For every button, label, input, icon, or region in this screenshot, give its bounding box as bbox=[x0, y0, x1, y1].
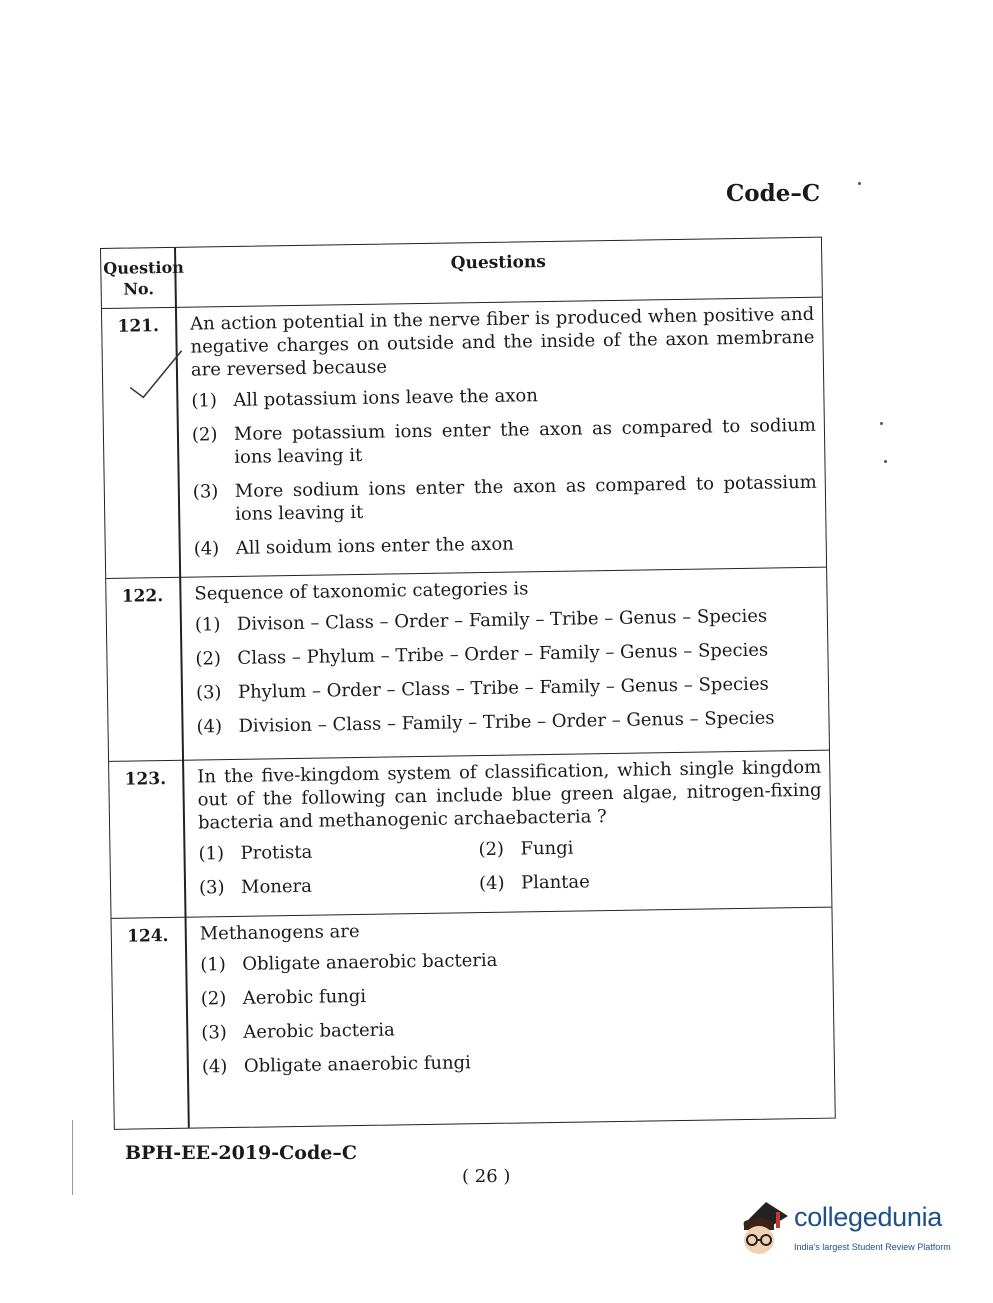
option-text: Class – Phylum – Tribe – Order – Family – Genus – Species bbox=[237, 639, 769, 669]
header-question-no: Question No. bbox=[103, 257, 184, 299]
question-number: 122. bbox=[121, 586, 164, 607]
option bbox=[196, 672, 820, 705]
question-number: 121. bbox=[117, 316, 160, 337]
option bbox=[479, 867, 823, 895]
option bbox=[193, 471, 818, 527]
question-number: 124. bbox=[126, 926, 169, 947]
option-number: (1) bbox=[194, 614, 221, 636]
option-text: Phylum – Order – Class – Tribe – Family – Genus – Species bbox=[237, 673, 769, 703]
scan-speck bbox=[880, 422, 883, 425]
scan-speck bbox=[858, 182, 861, 185]
page-number: ( 26 ) bbox=[462, 1166, 511, 1187]
option-number: (2) bbox=[200, 988, 227, 1010]
option-number: (1) bbox=[198, 843, 225, 865]
option-number: (3) bbox=[192, 481, 219, 503]
option bbox=[201, 978, 825, 1011]
option-number: (4) bbox=[478, 872, 505, 895]
scan-edge-line bbox=[72, 1120, 73, 1195]
option-number: (4) bbox=[193, 538, 220, 560]
question-row-124 bbox=[112, 907, 835, 1127]
option-text: More sodium ions enter the axon as compared to potassium ions leaving it bbox=[234, 471, 817, 525]
question-number: 123. bbox=[124, 769, 167, 790]
option-text: Plantae bbox=[520, 871, 590, 894]
option-text: Divison – Class – Order – Family – Tribe – Genus – Species bbox=[236, 605, 768, 635]
option-text: Protista bbox=[240, 841, 313, 864]
question-row-121 bbox=[102, 297, 826, 579]
option bbox=[195, 604, 819, 637]
question-row-123 bbox=[109, 750, 831, 919]
option-number: (2) bbox=[478, 838, 505, 861]
option-text: Obligate anaerobic bacteria bbox=[242, 949, 498, 975]
option bbox=[195, 638, 819, 671]
option bbox=[478, 833, 822, 861]
option-number: (1) bbox=[200, 954, 226, 976]
option-text: Division – Class – Family – Tribe – Order – Genus – Species bbox=[238, 707, 775, 737]
option-text: All soidum ions enter the axon bbox=[235, 533, 514, 559]
option-number: (4) bbox=[201, 1056, 228, 1078]
option-number: (1) bbox=[191, 390, 218, 412]
option-text: Aerobic bacteria bbox=[243, 1019, 395, 1043]
option bbox=[192, 414, 817, 470]
brand-tagline: India's largest Student Review Platform bbox=[794, 1242, 951, 1252]
question-stem: Methanogens are bbox=[199, 921, 360, 945]
option bbox=[200, 944, 824, 977]
question-row-122 bbox=[106, 567, 829, 762]
tick-mark-icon bbox=[127, 347, 188, 410]
option bbox=[199, 872, 479, 899]
option-text: Aerobic fungi bbox=[242, 985, 367, 1009]
option bbox=[198, 838, 478, 865]
option-text: All potassium ions leave the axon bbox=[233, 385, 539, 411]
mascot-icon bbox=[736, 1196, 792, 1258]
option bbox=[201, 1012, 825, 1045]
question-stem: Sequence of taxonomic categories is bbox=[194, 578, 529, 605]
brand-logo bbox=[736, 1196, 966, 1258]
option bbox=[202, 1046, 826, 1079]
question-stem: In the five-kingdom system of classification, which single kingdom out of the following can include blue green algae, nitrogen-fixing bacteria and methanogenic archaebacteria ? bbox=[197, 756, 822, 834]
options-grid bbox=[198, 833, 823, 900]
option-text: More potassium ions enter the axon as compared to sodium ions leaving it bbox=[233, 414, 817, 468]
option-text: Obligate anaerobic fungi bbox=[243, 1052, 472, 1077]
option-number: (2) bbox=[195, 648, 222, 670]
option bbox=[194, 528, 818, 561]
option bbox=[196, 706, 820, 739]
question-stem: An action potential in the nerve fiber is produced when positive and negative charges on outside and the inside of the axon membrane are reversed because bbox=[190, 303, 815, 381]
footer-code: BPH-EE-2019-Code–C bbox=[125, 1142, 357, 1164]
option-number: (2) bbox=[191, 424, 218, 446]
brand-name: collegedunia bbox=[794, 1202, 943, 1232]
option-number: (3) bbox=[195, 682, 222, 704]
option-number: (3) bbox=[198, 877, 225, 899]
option-text: Fungi bbox=[520, 837, 574, 860]
scan-speck bbox=[884, 460, 887, 463]
questions-table bbox=[100, 237, 836, 1130]
option bbox=[191, 380, 815, 413]
option-text: Monera bbox=[240, 875, 313, 898]
code-label: Code–C bbox=[726, 180, 821, 207]
header-questions: Questions bbox=[450, 252, 546, 274]
option-number: (3) bbox=[201, 1022, 228, 1044]
option-number: (4) bbox=[196, 716, 223, 738]
